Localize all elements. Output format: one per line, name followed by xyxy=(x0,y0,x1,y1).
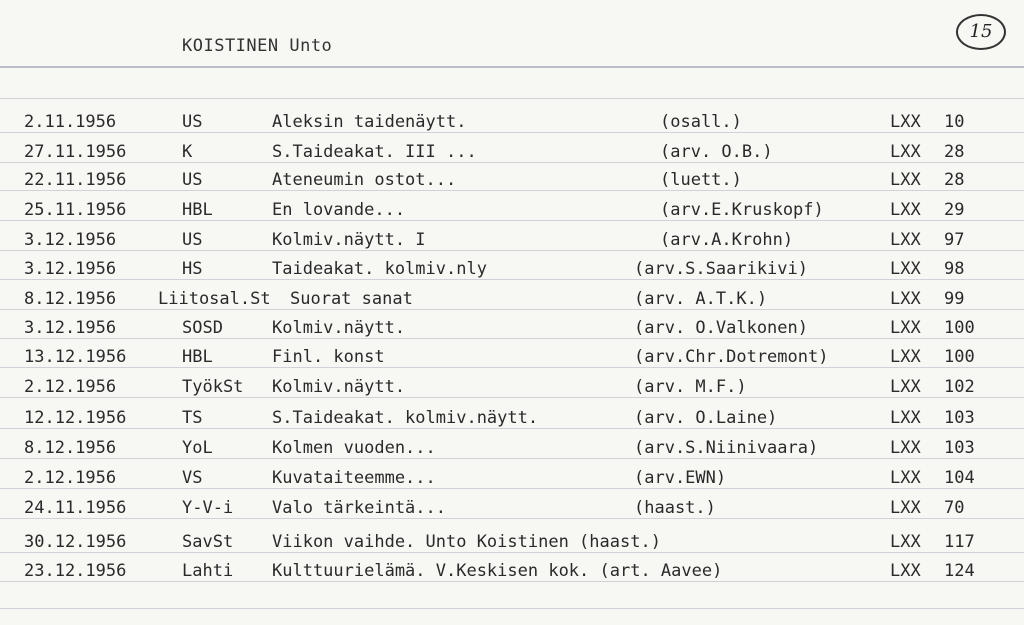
entry-volume: LXX xyxy=(890,498,921,518)
entry-page: 103 xyxy=(944,408,975,428)
entry-page: 100 xyxy=(944,347,975,367)
entry-note: (haast.) xyxy=(634,498,716,518)
entry-publication: YoL xyxy=(182,438,213,458)
entry-date: 2.12.1956 xyxy=(24,377,117,397)
entry-note: (luett.) xyxy=(660,170,742,190)
ruled-line xyxy=(0,581,1024,582)
entry-date: 3.12.1956 xyxy=(24,318,117,338)
list-item xyxy=(0,375,1024,399)
entry-date: 8.12.1956 xyxy=(24,438,117,458)
entry-volume: LXX xyxy=(890,289,921,309)
entry-page: 28 xyxy=(944,142,965,162)
ruled-line xyxy=(0,488,1024,489)
list-item xyxy=(0,316,1024,340)
ruled-line xyxy=(0,132,1024,133)
ruled-line xyxy=(0,162,1024,163)
header-rule xyxy=(0,66,1024,68)
list-item xyxy=(0,530,1024,554)
entry-title: Viikon vaihde. Unto Koistinen (haast.) xyxy=(272,532,661,552)
entry-volume: LXX xyxy=(890,532,921,552)
entry-publication: HBL xyxy=(182,347,213,367)
entry-title: Suorat sanat xyxy=(290,289,413,309)
entry-title: Valo tärkeintä... xyxy=(272,498,446,518)
ruled-line xyxy=(0,367,1024,368)
entry-publication: Liitosal.St xyxy=(158,289,271,309)
ruled-line xyxy=(0,608,1024,609)
card-header-name: KOISTINEN Unto xyxy=(182,36,333,56)
entry-page: 103 xyxy=(944,438,975,458)
ruled-line xyxy=(0,190,1024,191)
entry-date: 30.12.1956 xyxy=(24,532,127,552)
entry-date: 25.11.1956 xyxy=(24,200,127,220)
ruled-line xyxy=(0,518,1024,519)
list-item xyxy=(0,198,1024,222)
list-item xyxy=(0,559,1024,583)
entry-publication: HBL xyxy=(182,200,213,220)
entry-title: Kolmiv.näytt. xyxy=(272,318,406,338)
entry-title: Aleksin taidenäytt. xyxy=(272,112,467,132)
ruled-line xyxy=(0,98,1024,99)
ruled-line xyxy=(0,309,1024,310)
entry-publication: US xyxy=(182,170,203,190)
entry-title: Finl. konst xyxy=(272,347,385,367)
entry-publication: K xyxy=(182,142,193,162)
entry-volume: LXX xyxy=(890,561,921,581)
entry-note: (arv.S.Niinivaara) xyxy=(634,438,819,458)
entry-date: 12.12.1956 xyxy=(24,408,127,428)
entry-date: 8.12.1956 xyxy=(24,289,117,309)
entry-title: Kolmen vuoden... xyxy=(272,438,436,458)
list-item xyxy=(0,287,1024,311)
entry-date: 27.11.1956 xyxy=(24,142,127,162)
ruled-line xyxy=(0,428,1024,429)
entry-date: 3.12.1956 xyxy=(24,230,117,250)
entry-title: Kulttuurielämä. V.Keskisen kok. (art. Aavee) xyxy=(272,561,723,581)
entry-date: 23.12.1956 xyxy=(24,561,127,581)
entry-title: Kuvataiteemme... xyxy=(272,468,436,488)
entry-page: 70 xyxy=(944,498,965,518)
list-item xyxy=(0,345,1024,369)
list-item xyxy=(0,406,1024,430)
entry-publication: TS xyxy=(182,408,203,428)
ruled-line xyxy=(0,552,1024,553)
entry-publication: SavSt xyxy=(182,532,234,552)
entry-publication: VS xyxy=(182,468,203,488)
list-item xyxy=(0,110,1024,134)
entry-note: (arv.Chr.Dotremont) xyxy=(634,347,829,367)
entry-page: 29 xyxy=(944,200,965,220)
entry-date: 22.11.1956 xyxy=(24,170,127,190)
entry-publication: US xyxy=(182,230,203,250)
entry-note: (arv.EWN) xyxy=(634,468,727,488)
entry-page: 117 xyxy=(944,532,975,552)
entry-page: 97 xyxy=(944,230,965,250)
entry-volume: LXX xyxy=(890,438,921,458)
entry-page: 102 xyxy=(944,377,975,397)
ruled-line xyxy=(0,220,1024,221)
entry-volume: LXX xyxy=(890,170,921,190)
entry-volume: LXX xyxy=(890,468,921,488)
entry-note: (arv. M.F.) xyxy=(634,377,747,397)
entry-note: (osall.) xyxy=(660,112,742,132)
list-item xyxy=(0,168,1024,192)
ruled-line xyxy=(0,279,1024,280)
entry-publication: TyökSt xyxy=(182,377,244,397)
entry-title: S.Taideakat. III ... xyxy=(272,142,477,162)
list-item xyxy=(0,496,1024,520)
entry-note: (arv.A.Krohn) xyxy=(660,230,794,250)
entry-note: (arv.E.Kruskopf) xyxy=(660,200,824,220)
list-item xyxy=(0,140,1024,164)
entry-page: 10 xyxy=(944,112,965,132)
entry-page: 28 xyxy=(944,170,965,190)
entry-volume: LXX xyxy=(890,230,921,250)
list-item xyxy=(0,466,1024,490)
ruled-line xyxy=(0,250,1024,251)
list-item xyxy=(0,436,1024,460)
entry-page: 99 xyxy=(944,289,965,309)
entry-title: En lovande... xyxy=(272,200,406,220)
entry-title: Kolmiv.näytt. I xyxy=(272,230,426,250)
entry-page: 124 xyxy=(944,561,975,581)
entry-date: 13.12.1956 xyxy=(24,347,127,367)
list-item xyxy=(0,228,1024,252)
entry-note: (arv.S.Saarikivi) xyxy=(634,259,808,279)
entry-note: (arv. O.B.) xyxy=(660,142,773,162)
entry-date: 24.11.1956 xyxy=(24,498,127,518)
entry-volume: LXX xyxy=(890,347,921,367)
ruled-line xyxy=(0,338,1024,339)
entry-note: (arv. A.T.K.) xyxy=(634,289,768,309)
entry-publication: Y-V-i xyxy=(182,498,234,518)
entry-date: 3.12.1956 xyxy=(24,259,117,279)
entry-volume: LXX xyxy=(890,408,921,428)
entry-title: Taideakat. kolmiv.nly xyxy=(272,259,487,279)
entry-publication: Lahti xyxy=(182,561,234,581)
ruled-line xyxy=(0,458,1024,459)
card-number-circle: 15 xyxy=(956,14,1006,50)
entry-note: (arv. O.Valkonen) xyxy=(634,318,808,338)
entry-publication: HS xyxy=(182,259,203,279)
entry-publication: US xyxy=(182,112,203,132)
entry-volume: LXX xyxy=(890,200,921,220)
entry-date: 2.12.1956 xyxy=(24,468,117,488)
ruled-line xyxy=(0,397,1024,398)
entry-volume: LXX xyxy=(890,112,921,132)
list-item xyxy=(0,257,1024,281)
entry-date: 2.11.1956 xyxy=(24,112,117,132)
entry-publication: SOSD xyxy=(182,318,223,338)
entry-title: S.Taideakat. kolmiv.näytt. xyxy=(272,408,539,428)
entry-title: Kolmiv.näytt. xyxy=(272,377,406,397)
entry-page: 104 xyxy=(944,468,975,488)
entry-page: 100 xyxy=(944,318,975,338)
entry-volume: LXX xyxy=(890,318,921,338)
entry-title: Ateneumin ostot... xyxy=(272,170,457,190)
entry-volume: LXX xyxy=(890,377,921,397)
entry-volume: LXX xyxy=(890,259,921,279)
entry-volume: LXX xyxy=(890,142,921,162)
entry-page: 98 xyxy=(944,259,965,279)
entry-note: (arv. O.Laine) xyxy=(634,408,778,428)
